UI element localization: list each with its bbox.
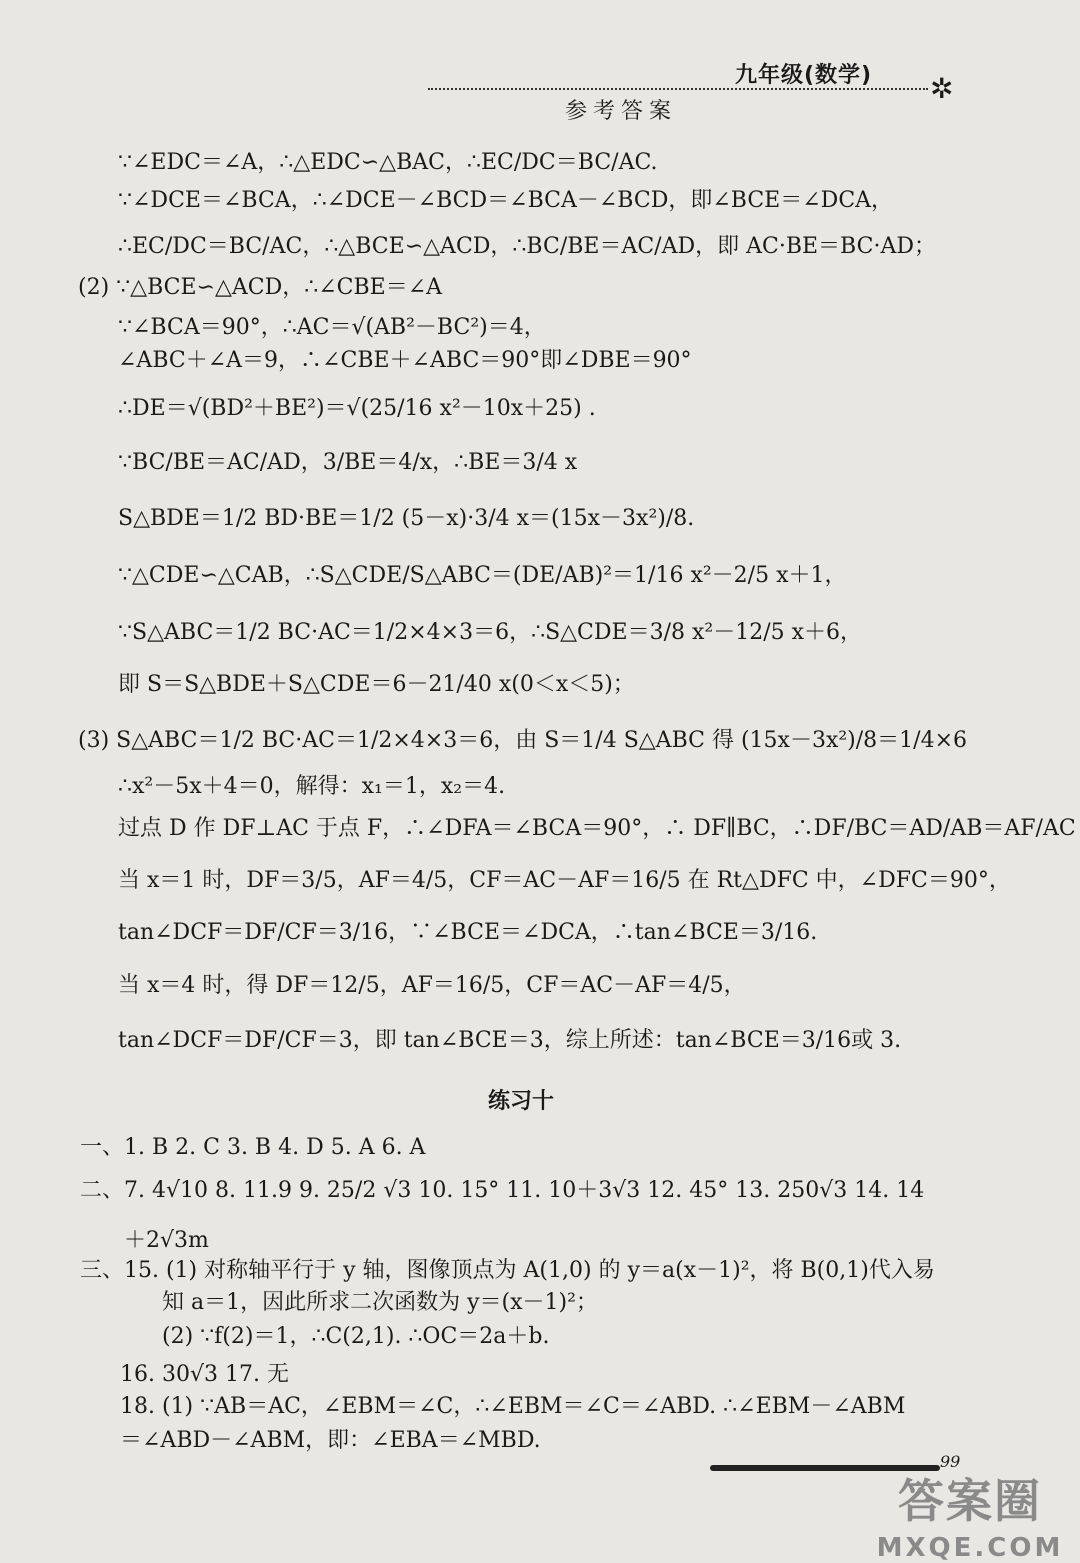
answer-line: 18. (1) ∵AB＝AC，∠EBM＝∠C，∴∠EBM＝∠C＝∠ABD. ∴∠EBM－∠ABM — [120, 1394, 906, 1419]
answer-line: ∴x²－5x＋4＝0，解得：x₁＝1，x₂＝4. — [118, 774, 506, 799]
watermark-url: MXQE.COM — [876, 1533, 1064, 1563]
answer-line: ＝∠ABD－∠ABM，即：∠EBA＝∠MBD. — [120, 1428, 541, 1453]
watermark-logo-text: 答案圈 — [898, 1474, 1042, 1528]
watermark — [870, 1465, 1070, 1563]
answer-line: 二、7. 4√10 8. 11.9 9. 25/2 √3 10. 15° 11. 10＋3√3 12. 45° 13. 250√3 14. 14 — [80, 1178, 925, 1203]
answer-line: 过点 D 作 DF⊥AC 于点 F，∴∠DFA＝∠BCA＝90°，∴ DF∥BC，∴DF/BC＝AD/AB＝AF/AC — [118, 816, 1076, 841]
answer-line: (2) ∵△BCE∽△ACD，∴∠CBE＝∠A — [78, 275, 443, 300]
answer-line: 三、15. (1) 对称轴平行于 y 轴，图像顶点为 A(1,0) 的 y＝a(x－1)²，将 B(0,1)代入易 — [80, 1258, 935, 1283]
answer-line: ∠ABC＋∠A＝9，∴∠CBE＋∠ABC＝90°即∠DBE＝90° — [118, 348, 692, 373]
section-title: 练习十 — [488, 1089, 555, 1114]
answer-line: tan∠DCF＝DF/CF＝3，即 tan∠BCE＝3，综上所述：tan∠BCE＝3/16或 3. — [118, 1028, 902, 1053]
answer-line: ∵△CDE∽△CAB，∴S△CDE/S△ABC＝(DE/AB)²＝1/16 x²－2/5 x＋1， — [118, 563, 847, 588]
answer-line: 16. 30√3 17. 无 — [120, 1362, 289, 1387]
answer-line: S△BDE＝1/2 BD·BE＝1/2 (5－x)·3/4 x＝(15x－3x²)/8. — [118, 506, 695, 531]
answer-line: ∵∠BCA＝90°，∴AC＝√(AB²－BC²)＝4， — [118, 315, 546, 340]
answer-line: (3) S△ABC＝1/2 BC·AC＝1/2×4×3＝6，由 S＝1/4 S△ABC 得 (15x－3x²)/8＝1/4×6 — [78, 728, 968, 753]
page-number: 99 — [940, 1452, 961, 1471]
answer-line: 当 x＝4 时，得 DF＝12/5，AF＝16/5，CF＝AC－AF＝4/5， — [118, 973, 746, 998]
answer-line: ∵∠DCE＝∠BCA，∴∠DCE－∠BCD＝∠BCA－∠BCD，即∠BCE＝∠DCA， — [118, 188, 894, 213]
header-dotted-divider — [428, 88, 928, 90]
answer-line: ＋2√3m — [124, 1228, 209, 1253]
answer-line: 当 x＝1 时，DF＝3/5，AF＝4/5，CF＝AC－AF＝16/5 在 Rt△DFC 中，∠DFC＝90°， — [118, 868, 1011, 893]
answer-line: 一、1. B 2. C 3. B 4. D 5. A 6. A — [80, 1135, 426, 1160]
answer-line: ∴DE＝√(BD²＋BE²)＝√(25/16 x²－10x＋25) . — [118, 396, 596, 421]
answer-line: ∵∠EDC＝∠A，∴△EDC∽△BAC，∴EC/DC＝BC/AC. — [118, 150, 658, 175]
answer-line: ∴EC/DC＝BC/AC，∴△BCE∽△ACD，∴BC/BE＝AC/AD，即 AC·BE＝BC·AD； — [118, 234, 936, 259]
answer-line: 即 S＝S△BDE＋S△CDE＝6－21/40 x(0＜x＜5)； — [118, 672, 635, 697]
header-grade-label: 九年级(数学) — [735, 63, 873, 88]
flower-ornament-icon: ✲ — [930, 72, 954, 105]
answer-line: (2) ∵f(2)＝1，∴C(2,1). ∴OC＝2a＋b. — [162, 1324, 550, 1349]
answer-line: 知 a＝1，因此所求二次函数为 y＝(x－1)²； — [162, 1290, 598, 1315]
answer-line: tan∠DCF＝DF/CF＝3/16，∵∠BCE＝∠DCA，∴tan∠BCE＝3/16. — [118, 920, 818, 945]
page-title: 参考答案 — [565, 99, 678, 124]
answer-line: ∵S△ABC＝1/2 BC·AC＝1/2×4×3＝6，∴S△CDE＝3/8 x²－12/5 x＋6， — [118, 620, 863, 645]
answer-line: ∵BC/BE＝AC/AD，3/BE＝4/x，∴BE＝3/4 x — [118, 450, 578, 475]
